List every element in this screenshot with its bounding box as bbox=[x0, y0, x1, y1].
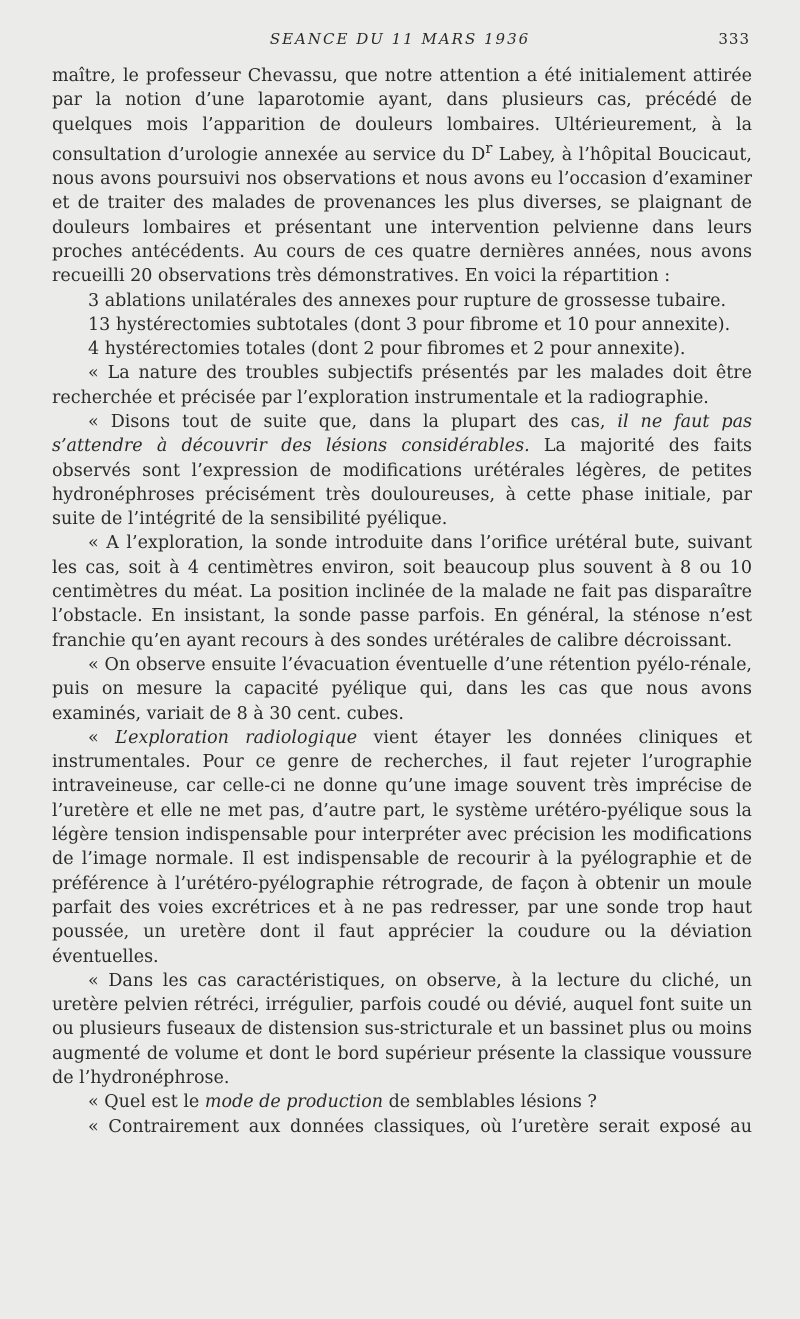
text-run: « Dans les cas caractéristiques, on observe, à la lecture du cliché, un uretère pelvien rétréci, irrégulier, parfois coudé ou dévié, auquel font suite un ou plusieurs fuseaux de distension sus-stricturale et un bassinet plus ou moins augmenté de volume et dont le bord supérieur présente la classique voussure de l’hydronéphrose. bbox=[52, 970, 752, 1088]
text-run: « bbox=[88, 727, 116, 748]
paragraph bbox=[52, 289, 752, 313]
text-run: « Contrairement aux données classiques, où l’uretère serait exposé au bbox=[88, 1116, 752, 1137]
italic-text: il ne faut pas s’attendre à découvrir des lésions considérables. bbox=[52, 411, 752, 457]
text-run: « Disons tout de suite que, dans la plupart des cas, bbox=[88, 411, 618, 432]
text-run: « A l’exploration, la sonde introduite dans l’orifice urétéral bute, suivant les cas, soit à 4 centimètres environ, soit beaucoup plus souvent à 8 ou 10 centimètres du méat. La position inclinée de la malade ne fait pas disparaître l’obstacle. En insistant, la sonde passe parfois. En général, la sténose n’est franchie qu’en ayant recours à des sondes urétérales de calibre décroissant. bbox=[52, 533, 752, 651]
text-run: 3 ablations unilatérales des annexes pour rupture de grossesse tubaire. bbox=[88, 290, 727, 311]
paragraph bbox=[52, 653, 752, 726]
body-text bbox=[52, 64, 752, 1139]
text-run: Labey, à l’hôpital Boucicaut, nous avons poursuivi nos observations et nous avons eu l’occasion d’examiner et de traiter des malades de provenances les plus diverses, se plaignant de douleurs lombaires et présentant une intervention pelvienne dans leurs proches antécédents. Au cours de ces quatre dernières années, nous avons recueilli 20 observations très démonstratives. En voici la répartition : bbox=[52, 144, 752, 287]
text-run: « On observe ensuite l’évacuation éventuelle d’une rétention pyélo-rénale, puis on mesure la capacité pyélique qui, dans les cas que nous avons examinés, variait de 8 à 30 cent. cubes. bbox=[52, 654, 752, 724]
paragraph bbox=[52, 1115, 752, 1139]
superscript-text: r bbox=[485, 139, 493, 157]
text-run: « Quel est le bbox=[88, 1092, 205, 1113]
paragraph bbox=[52, 969, 752, 1090]
text-run: 13 hystérectomies subtotales (dont 3 pour fibrome et 10 pour annexite). bbox=[88, 314, 731, 335]
text-run: maître, le professeur Chevassu, que notre attention a été initialement attirée par la notion d’une laparotomie ayant, dans plusieurs cas, précédé de quelques mois l’apparition de douleurs lombaires. Ultérieurement, à la consultation d’urologie annexée au service du D bbox=[52, 66, 752, 165]
paragraph bbox=[52, 410, 752, 531]
running-head bbox=[0, 30, 800, 54]
text-run: de semblables lésions ? bbox=[383, 1092, 597, 1113]
italic-text: mode de production bbox=[204, 1092, 384, 1113]
paragraph bbox=[52, 313, 752, 337]
paragraph bbox=[52, 361, 752, 410]
paragraph bbox=[52, 64, 752, 289]
text-run: vient étayer les données cliniques et instrumentales. Pour ce genre de recherches, il faut rejeter l’urographie intraveineuse, car celle-ci ne donne qu’une image souvent très imprécise de l’uretère et elle ne met pas, d’autre part, le système urétéro-pyélique sous la légère tension indispensable pour interpréter avec précision les modifications de l’image normale. Il est indispensable de recourir à la pyélographie et de préférence à l’urétéro-pyélographie rétrograde, de façon à obtenir un moule parfait des voies excrétrices et à ne pas redresser, par une sonde trop haut poussée, un uretère dont il faut apprécier la coudure ou la déviation éventuelles. bbox=[52, 727, 752, 967]
paragraph bbox=[52, 1090, 752, 1114]
running-title: SEANCE DU 11 MARS 1936 bbox=[269, 30, 531, 48]
italic-text: L’exploration radiologique bbox=[115, 727, 358, 748]
paragraph bbox=[52, 531, 752, 652]
paragraph bbox=[52, 726, 752, 969]
text-run: « La nature des troubles subjectifs présentés par les malades doit être recherchée et précisée par l’exploration instrumentale et la radiographie. bbox=[52, 363, 752, 408]
page-number: 333 bbox=[718, 30, 750, 48]
text-run: 4 hystérectomies totales (dont 2 pour fibromes et 2 pour annexite). bbox=[88, 339, 686, 360]
paragraph bbox=[52, 337, 752, 361]
text-run: La majorité des faits observés sont l’expression de modifications urétérales légères, de petites hydronéphroses précisément très douloureuses, à cette phase initiale, par suite de l’intégrité de la sensibilité pyélique. bbox=[52, 436, 752, 530]
